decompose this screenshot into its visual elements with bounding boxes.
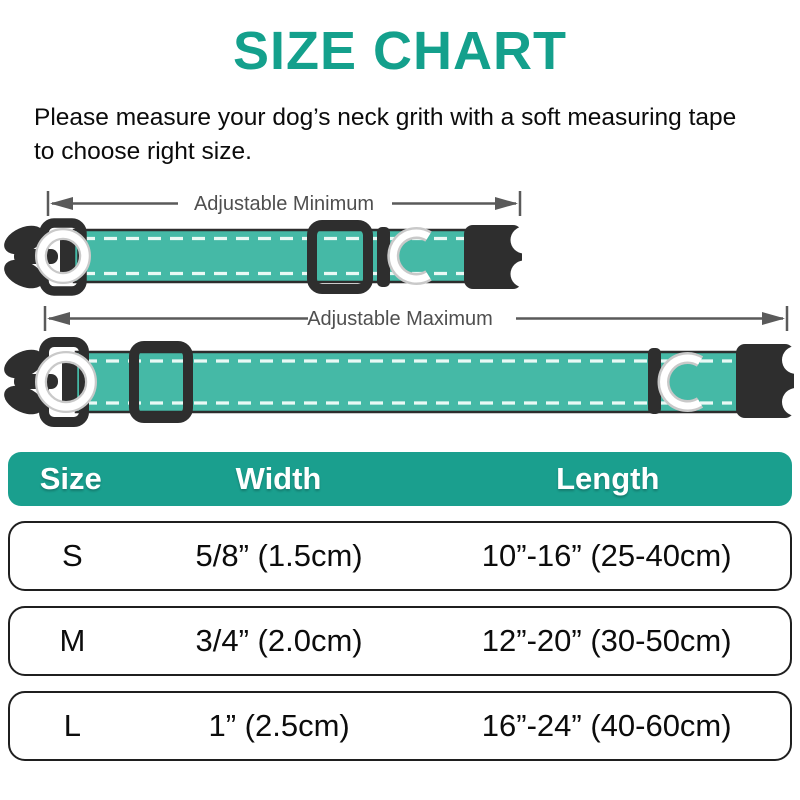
length-cell: 10”-16” (25-40cm) <box>481 538 732 573</box>
subtitle-line-2: to choose right size. <box>34 138 252 166</box>
width-cell: 5/8” (1.5cm) <box>195 538 363 573</box>
collar-maximum-diagram <box>0 300 800 430</box>
page-title: SIZE CHART <box>233 21 567 81</box>
table-row-s <box>8 521 792 591</box>
adjustable-maximum-label: Adjustable Maximum <box>307 308 493 330</box>
table-header <box>8 452 792 506</box>
table-row-m <box>8 606 792 676</box>
subtitle <box>34 101 780 170</box>
length-cell: 12”-20” (30-50cm) <box>481 623 732 658</box>
male-buckle-icon <box>464 225 538 289</box>
adjustable-minimum-label: Adjustable Minimum <box>193 193 375 215</box>
subtitle-line-1: Please measure your dog’s neck grith with a soft measuring tape <box>34 104 737 131</box>
table-row-l <box>8 691 792 761</box>
header-width: Width <box>235 461 322 496</box>
length-cell: 16”-24” (40-60cm) <box>481 708 732 743</box>
size-cell: M <box>59 623 86 658</box>
collar-minimum-diagram <box>0 185 540 310</box>
size-cell: L <box>63 708 82 743</box>
size-table <box>8 452 792 761</box>
width-cell: 3/4” (2.0cm) <box>195 623 363 658</box>
width-cell: 1” (2.5cm) <box>208 708 350 743</box>
male-buckle-icon <box>736 344 800 418</box>
header-size: Size <box>39 461 102 496</box>
header-length: Length <box>556 461 660 496</box>
size-cell: S <box>62 538 83 573</box>
